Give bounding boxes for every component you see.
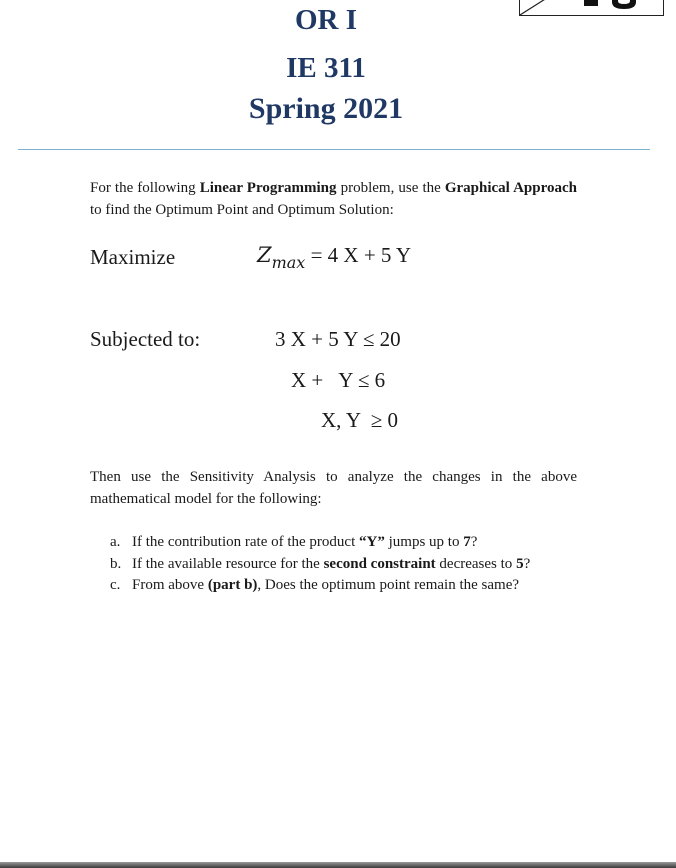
semester: Spring 2021	[248, 92, 404, 125]
intro-paragraph: For the following Linear Programming problem, use the Graphical Approach to find the Optimum Point and Optimum Solution:	[90, 180, 577, 218]
non-negativity-constraint: X, Y ≥ 0	[321, 408, 399, 432]
question-list	[110, 532, 530, 597]
sensitivity-paragraph: Then use the Sensitivity Analysis to analyze the changes in the above mathematical model for the following:	[90, 469, 577, 507]
subjected-to-label: Subjected to:	[90, 327, 201, 351]
maximize-label: Maximize	[90, 245, 176, 269]
list-item: c. From above (part b), Does the optimum point remain the same?	[110, 577, 520, 593]
list-item: a. If the contribution rate of the product “Y” jumps up to 7?	[110, 534, 478, 550]
header-divider	[18, 149, 650, 150]
constraint-2: X + Y ≤ 6	[291, 368, 386, 392]
objective-function: $Z_{max} = 4$ X + 5 Y	[257, 243, 412, 272]
list-item: b. If the available resource for the second constraint decreases to 5?	[110, 555, 531, 572]
course-title: OR I	[294, 4, 358, 36]
constraint-1: 3 X + 5 Y ≤ 20	[275, 327, 401, 351]
course-code: IE 311	[286, 52, 366, 84]
bottom-scrollbar-edge	[0, 862, 676, 868]
